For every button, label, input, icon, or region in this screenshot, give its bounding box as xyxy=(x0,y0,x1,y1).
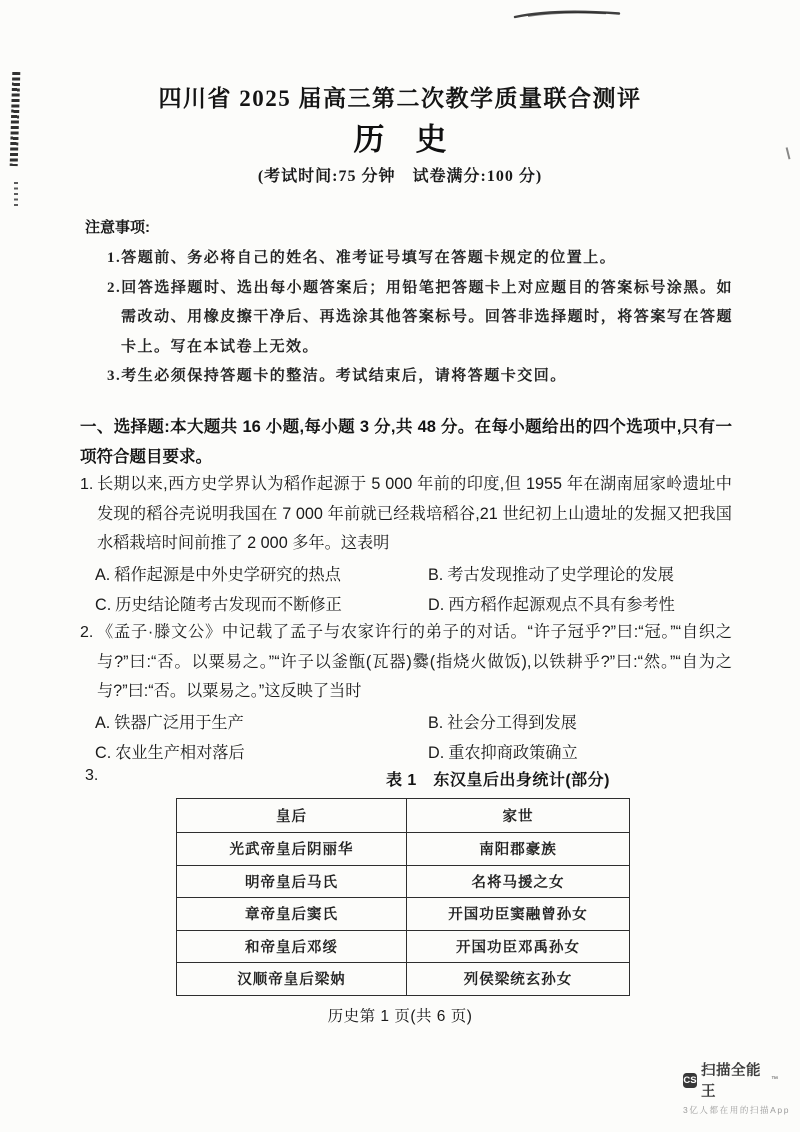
scan-artifact-swoosh xyxy=(0,0,800,30)
question-1-options xyxy=(95,560,732,620)
question-3 xyxy=(85,767,732,789)
notice-item-3: 3.考生必须保持答题卡的整洁。考试结束后，请将答题卡交回。 xyxy=(107,368,567,384)
question-2-stem: 《孟子·滕文公》中记载了孟子与农家许行的弟子的对话。“许子冠乎?”曰:“冠。”“自织之与?”曰:“否。以粟易之。”“许子以釜甑(瓦器)爨(指烧火做饭),以铁耕乎?”曰:“然。”“自为之与?”曰:“否。以粟易之。”这反映了当时 xyxy=(97,623,732,700)
notice-item-2: 2.回答选择题时、选出每小题答案后；用铅笔把答题卡上对应题目的答案标号涂黑。如需改动、用橡皮擦干净后、再选涂其他答案标号。回答非选择题时，将答案写在答题卡上。写在本试卷上无效。 xyxy=(107,279,733,355)
question-1-option-d: D. 西方稻作起源观点不具有参考性 xyxy=(428,595,675,614)
table-row: 光武帝皇后阴丽华 南阳郡豪族 xyxy=(177,833,630,866)
table-row: 明帝皇后马氏 名将马援之女 xyxy=(177,865,630,898)
question-2 xyxy=(80,618,732,768)
question-1-number: 1. xyxy=(80,476,94,493)
question-2-option-a: A. 铁器广泛用于生产 xyxy=(95,713,244,732)
exam-title: 四川省 2025 届高三第二次教学质量联合测评 xyxy=(158,86,642,111)
question-2-options xyxy=(95,708,732,768)
table-header-row xyxy=(177,799,630,833)
question-2-option-d: D. 重农抑商政策确立 xyxy=(428,743,578,762)
exam-info: (考试时间:75 分钟 试卷满分:100 分) xyxy=(257,168,543,185)
question-1-stem: 长期以来,西方史学界认为稻作起源于 5 000 年前的印度,但 1955 年在湖南屈家岭遗址中发现的稻谷壳说明我国在 7 000 年前就已经栽培稻谷,21 世纪初上山遗址的发掘又把我国水稻栽培时间前推了 2 000 多年。这表明 xyxy=(97,475,732,552)
trademark-symbol: ™ xyxy=(771,1076,778,1083)
camscanner-watermark xyxy=(683,1059,791,1116)
table-row: 和帝皇后邓绥 开国功臣邓禹孙女 xyxy=(177,930,630,963)
question-1-option-b: B. 考古发现推动了史学理论的发展 xyxy=(428,565,674,584)
subject-title: 历 史 xyxy=(353,122,447,157)
notice-block xyxy=(85,216,733,392)
notice-heading: 注意事项: xyxy=(85,219,150,236)
question-3-number: 3. xyxy=(85,767,99,784)
table-row: 章帝皇后窦氏 开国功臣窦融曾孙女 xyxy=(177,898,630,931)
notice-item-1: 1.答题前、务必将自己的姓名、准考证号填写在答题卡规定的位置上。 xyxy=(107,250,617,266)
question-1 xyxy=(80,470,732,620)
question-2-number: 2. xyxy=(80,624,94,641)
table-header-family: 家世 xyxy=(407,799,630,833)
table-row: 汉顺帝皇后梁妠 列侯梁统玄孙女 xyxy=(177,963,630,996)
page-footer: 历史第 1 页(共 6 页) xyxy=(327,1008,473,1025)
camscanner-brand: 扫描全能王 xyxy=(701,1063,761,1100)
question-2-option-c: C. 农业生产相对落后 xyxy=(95,743,245,762)
table-caption: 表 1 东汉皇后出身统计(部分) xyxy=(385,772,610,789)
question-2-option-b: B. 社会分工得到发展 xyxy=(428,713,577,732)
empress-origin-table xyxy=(176,798,630,996)
camscanner-logo-icon: CS xyxy=(683,1074,697,1086)
question-1-option-a: A. 稻作起源是中外史学研究的热点 xyxy=(95,565,341,584)
section-heading: 一、选择题:本大题共 16 小题,每小题 3 分,共 48 分。在每小题给出的四个选项中,只有一项符合题目要求。 xyxy=(80,418,732,466)
table-header-empress: 皇后 xyxy=(177,799,407,833)
camscanner-tagline: 3亿人都在用的扫描App xyxy=(683,1105,791,1115)
question-1-option-c: C. 历史结论随考古发现而不断修正 xyxy=(95,595,342,614)
